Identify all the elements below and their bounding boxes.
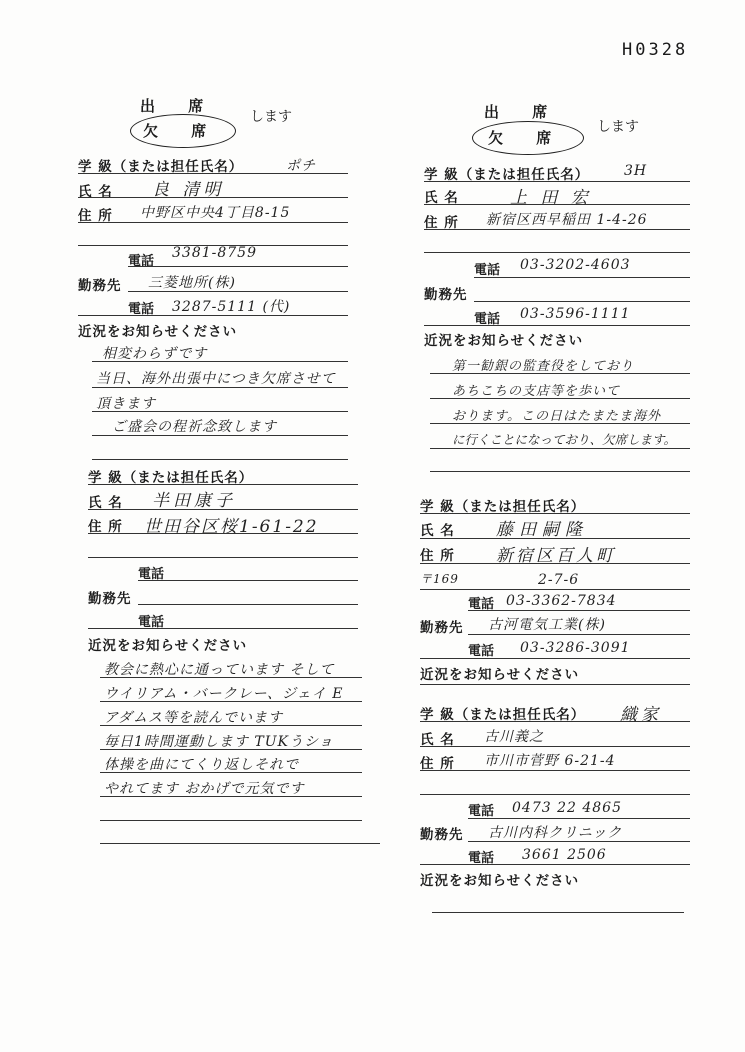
address-label: 住 所 [420, 548, 455, 564]
news-line-4: ご盛会の程祈念致します [112, 419, 277, 435]
class-label: 学 級（または担任氏名） [420, 499, 586, 515]
rule [100, 677, 362, 678]
phone-value: 03-3202-4603 [520, 257, 631, 273]
rule [88, 484, 358, 485]
document-id: H0328 [622, 40, 689, 60]
phone-value: 03-3362-7834 [506, 593, 617, 609]
rule [424, 252, 690, 253]
rule [100, 772, 362, 773]
rule [138, 604, 358, 605]
rule [430, 448, 690, 449]
workplace-label: 勤務先 [420, 620, 464, 636]
work-phone-label: 電話 [128, 302, 155, 317]
rule [420, 589, 690, 590]
rule [420, 538, 690, 539]
news-line-4: に行くことになっており、欠席します。 [452, 432, 677, 447]
work-phone-label: 電話 [468, 851, 495, 866]
name-value: 古川義之 [484, 729, 544, 745]
address-value: 中野区中央4丁目8-15 [140, 205, 291, 221]
workplace-label: 勤務先 [424, 287, 468, 303]
work-phone-value: 3287-5111 (代) [172, 299, 291, 315]
rule [474, 277, 690, 278]
phone-label: 電話 [468, 804, 495, 819]
rule [420, 563, 690, 564]
rule [420, 770, 690, 771]
rule [88, 509, 358, 510]
rule [100, 749, 362, 750]
news-label: 近況をお知らせください [78, 324, 238, 340]
rule [430, 471, 690, 472]
phone-label: 電話 [128, 254, 155, 269]
attend-option-left: 出 席 [140, 97, 218, 115]
rule [78, 222, 348, 223]
rule [88, 557, 358, 558]
news-line-4: 毎日1時間運動します TUKうショ [104, 734, 334, 750]
rule [92, 435, 348, 436]
rule [468, 610, 690, 611]
rule [100, 843, 380, 844]
name-value: 半田康子 [152, 491, 236, 511]
work-phone-label: 電話 [138, 615, 165, 630]
rule [92, 411, 348, 412]
class-value: 織家 [620, 705, 662, 725]
address-label: 住 所 [88, 519, 123, 535]
phone-value: 0473 22 4865 [512, 800, 622, 816]
class-label: 学 級（または担任氏名） [88, 470, 254, 486]
phone-value: 3381-8759 [172, 245, 257, 261]
news-line-1: 第一勧銀の監査役をしており [452, 359, 635, 374]
news-line-1: 相変わらずです [102, 346, 208, 362]
rule [100, 820, 362, 821]
name-value: 良 清明 [152, 180, 225, 200]
rule [420, 721, 690, 722]
phone-label: 電話 [138, 567, 165, 582]
rule [424, 204, 690, 205]
rule [138, 580, 358, 581]
rule [92, 361, 348, 362]
rule [88, 533, 358, 534]
work-phone-label: 電話 [474, 312, 501, 327]
workplace-label: 勤務先 [420, 827, 464, 843]
rule [430, 373, 690, 374]
name-label: 氏 名 [420, 732, 455, 748]
address-value: 新宿区百人町 [496, 546, 616, 566]
class-value: ポチ [286, 158, 316, 174]
address-value: 世田谷区桜1-61-22 [144, 517, 319, 537]
rule [468, 818, 690, 819]
workplace-value: 三菱地所(株) [148, 275, 236, 291]
news-label: 近況をお知らせください [420, 667, 580, 683]
rule [420, 746, 690, 747]
news-line-2: ウイリアム・バークレー、ジェイ E [104, 686, 344, 702]
workplace-value: 古川内科クリニック [488, 825, 623, 841]
attend-option-right: 出 席 [484, 103, 562, 121]
rule [468, 634, 690, 635]
news-label: 近況をお知らせください [420, 873, 580, 889]
name-value: 藤田嗣隆 [496, 520, 588, 540]
rule [420, 513, 690, 514]
address-label: 住 所 [420, 756, 455, 772]
rule [92, 459, 348, 460]
rule [100, 796, 362, 797]
rule [468, 841, 690, 842]
news-line-3: アダムス等を読んでいます [104, 710, 284, 726]
class-label: 学 級（または担任氏名） [420, 707, 586, 723]
rule [424, 229, 690, 230]
workplace-value: 古河電気工業(株) [488, 617, 606, 633]
news-line-2: 当日、海外出張中につき欠席させて [96, 371, 336, 387]
name-label: 氏 名 [424, 190, 459, 206]
workplace-label: 勤務先 [78, 278, 122, 294]
name-label: 氏 名 [420, 523, 455, 539]
class-label: 学 級（または担任氏名） [424, 167, 590, 183]
rule [420, 684, 690, 685]
work-phone-label: 電話 [468, 644, 495, 659]
address-label: 住 所 [78, 208, 113, 224]
phone-label: 電話 [474, 263, 501, 278]
rule [424, 181, 690, 182]
rule [100, 701, 362, 702]
address-value: 新宿区西早稲田 1-4-26 [486, 212, 648, 228]
name-label: 氏 名 [88, 495, 123, 511]
news-label: 近況をお知らせください [424, 333, 584, 349]
rule [128, 266, 348, 267]
news-label: 近況をお知らせください [88, 638, 248, 654]
news-line-1: 教会に熱心に通っています そして [104, 662, 335, 678]
address-line-2: 2-7-6 [538, 572, 580, 588]
address-value: 市川市菅野 6-21-4 [484, 753, 616, 769]
rule [474, 301, 690, 302]
news-line-3: おります。この日はたまたま海外 [452, 409, 661, 424]
rule [430, 398, 690, 399]
absent-option-left: 欠 席 [143, 122, 221, 140]
shimasu-right: します [597, 119, 639, 135]
rule [420, 864, 690, 865]
work-phone-value: 3661 2506 [522, 847, 607, 863]
news-line-3: 頂きます [96, 396, 156, 412]
rule [424, 325, 690, 326]
name-value: 上 田 宏 [510, 188, 592, 208]
rule [430, 423, 690, 424]
rule [128, 291, 348, 292]
zip-code: 〒169 [420, 572, 459, 586]
rule [100, 725, 362, 726]
name-label: 氏 名 [78, 184, 113, 200]
rule [88, 628, 358, 629]
rule [78, 197, 348, 198]
workplace-label: 勤務先 [88, 591, 132, 607]
rule [92, 387, 348, 388]
absent-option-right: 欠 席 [488, 129, 566, 147]
phone-label: 電話 [468, 597, 495, 612]
work-phone-value: 03-3286-3091 [520, 640, 631, 656]
rule [432, 912, 684, 913]
rule [78, 173, 348, 174]
shimasu-left: します [250, 109, 292, 125]
rule [420, 794, 690, 795]
news-line-2: あちこちの支店等を歩いて [452, 384, 621, 399]
news-line-6: やれてます おかげで元気です [104, 781, 305, 797]
rule [420, 658, 690, 659]
class-value: 3H [624, 163, 648, 179]
work-phone-value: 03-3596-1111 [520, 306, 631, 322]
class-label: 学 級（または担任氏名） [78, 159, 244, 175]
rule [78, 315, 348, 316]
address-label: 住 所 [424, 215, 459, 231]
news-line-5: 体操を曲にてくり返しそれで [104, 757, 299, 773]
